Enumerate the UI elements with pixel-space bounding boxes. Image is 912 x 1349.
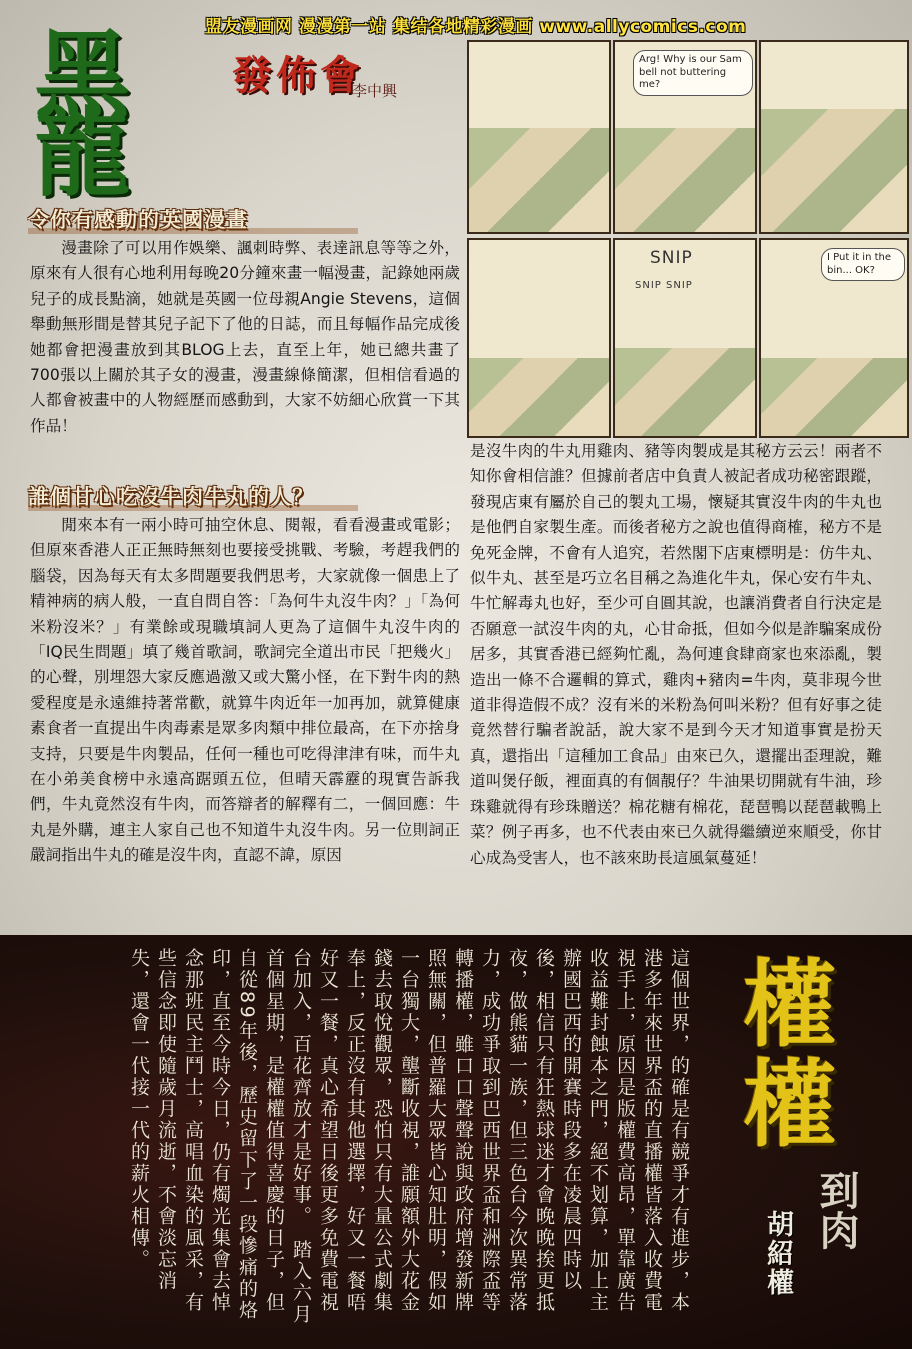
logo-subtitle: 發佈會: [232, 52, 364, 99]
panel-drawing: [761, 358, 907, 436]
article-paragraph: 是沒牛肉的牛丸用雞肉、豬等肉製成是其秘方云云！兩者不知你會相信誰？但據前者店中負責人被記者成功秘密跟蹤，發現店東有屬於自己的製丸工場，懷疑其實沒牛肉的牛丸也是他們自家製生產。而後者秘方之說也值得商榷，秘方不是免死金牌，不會有人追究，若然閣下店東標明是：仿牛丸、似牛丸、甚至是巧立名目稱之為進化牛丸，保心安冇牛丸、牛忙解毒丸也好，至少可自圓其說，也讓消費者自行決定是否願意一試沒牛肉的丸，心甘命抵，但如今似是詐騙案成份居多，其實香港已經夠忙亂，為何連食肆商家也來添亂，製造出一條不合邏輯的算式，雞肉+豬肉=牛肉，莫非現今世道非得造假不成？沒有米的米粉為何叫米粉？但有好事之徒竟然替行騙者說話，說大家不是到今天才知道事實是扮天真，還指出「這種加工食品」由來已久，還擺出歪理說，難道叫煲仔飯，裡面真的有個靚仔？牛油果切開就有牛油，珍珠雞就得有珍珠贈送？棉花糖有棉花，琵琶鴨以琵琶載鴨上菜？例子再多，也不代表由來已久就得繼續逆來順受，你甘心成為受害人，也不該來助長這風氣蔓延！: [470, 442, 882, 867]
column-title-line: 權: [742, 950, 837, 1060]
column-author: 胡紹權: [762, 1210, 793, 1297]
comic-strip-image: [467, 40, 907, 437]
comic-panel-2: [613, 40, 757, 234]
comic-panel-3: [759, 40, 909, 234]
comic-panel-6: [759, 238, 909, 438]
sound-effect: SNIP SNIP: [635, 280, 693, 291]
speech-bubble: I Put it in the bin... OK?: [821, 248, 905, 281]
section-heading: 令你有感動的英國漫畫: [28, 204, 448, 236]
section-heading: 誰個甘心吃沒牛肉牛丸的人？: [28, 481, 448, 513]
sound-effect: SNIP: [650, 248, 693, 268]
comic-panel-5: [613, 238, 757, 438]
article-paragraph: 漫畫除了可以用作娛樂、諷刺時弊、表達訊息等等之外，原來有人很有心地利用每晚20分鐘來畫一幅漫畫，記錄她兩歲兒子的成長點滴，她就是英國一位母親Angie Stevens，這個舉動無形間是替其兒子記下了他的日誌，而且每幅作品完成後她都會把漫畫放到其BLOG上去，直至上年，她已總共畫了700張以上關於其子女的漫畫，漫畫線條簡潔，但相信看過的人都會被畫中的人物經歷而感動到，大家不妨細心欣賞一下其作品！: [30, 239, 460, 435]
column-body-text: 這個世界，的確是有競爭才有進步，本港多年來世界盃的直播權皆落入收費電視手上，原因是版權費高昂，單靠廣告收益難封蝕本之門，絕不划算，加上主辦國巴西的開賽時段多在凌晨四時以後，相信只有狂熱球迷才會晚晚挨更抵夜，做熊貓一族，但三色台今次異常落力，成功爭取到巴西世界盃和洲際盃等轉播權，雖口口聲聲說與政府增發新牌照無關，但普羅大眾皆心知肚明，假如一台獨大，壟斷收視，誰願額外大花金錢去取悅觀眾，恐怕只有大量公式劇集奉上，反正沒有其他選擇，好又一餐唔好又一餐，真心希望日後更多免費電視台加入，百花齊放才是好事。 踏入六月首個星期，是權權值得喜慶的日子，但自從89年後，歷史留下了一段慘痛的烙印，直至今時今日，仍有燭光集會去悼念那班民主鬥士，高唱血染的風采，有些信念即使隨歲月流逝，不會淡忘消失，還會一代接一代的薪火相傳。: [128, 948, 690, 1326]
logo-main-title: 黑龍: [18, 24, 132, 180]
panel-drawing: [469, 358, 609, 436]
article-paragraph: 閒來本有一兩小時可抽空休息、閱報，看看漫畫或電影；但原來香港人正正無時無刻也要接受挑戰、考驗，考趕我們的腦袋，因為每天有太多問題要我們思考，大家就像一個患上了精神病的病人般，一直自問自答：「為何牛丸沒牛肉？」「為何米粉沒米？」有業餘或現職填詞人更為了這個牛丸沒牛肉的「IQ民生問題」填了幾首歌詞，歌詞完全道出市民「把幾火」的心聲，別埋怨大家反應過激又或大驚小怪，在下對牛肉的熱愛程度是永遠維持著常歡，就算牛肉近年一加再加，就算健康素食者一直提出牛肉毒素是眾多肉類中排位最高，在下亦捨身支持，只要是牛肉製品，任何一種也可吃得津津有味，而牛丸在小弟美食榜中永遠高踞頭五位，但晴天霹靂的現實告訴我們，牛丸竟然沒有牛肉，而答辯者的解釋有二，一個回應：牛丸是外購，連主人家自己也不知道牛丸沒牛肉。另一位則詞正嚴詞指出牛丸的確是沒牛肉，直認不諱，原因: [30, 516, 460, 865]
panel-drawing: [615, 348, 755, 436]
column-title-line: 權: [742, 1050, 837, 1160]
panel-drawing: [761, 109, 907, 233]
site-banner: 盟友漫画网 漫漫第一站 集结各地精彩漫画 www.allycomics.com: [205, 17, 747, 37]
panel-drawing: [469, 128, 609, 233]
column-logo: [8, 14, 203, 184]
comic-panel-4: [467, 238, 611, 438]
column-title: [742, 950, 842, 1160]
column-subtitle: 到肉: [813, 1170, 860, 1250]
author-name: 李中興: [352, 82, 398, 100]
comic-panel-1: [467, 40, 611, 234]
panel-drawing: [615, 128, 755, 233]
speech-bubble: Arg! Why is our Sam bell not buttering me?: [633, 50, 753, 96]
